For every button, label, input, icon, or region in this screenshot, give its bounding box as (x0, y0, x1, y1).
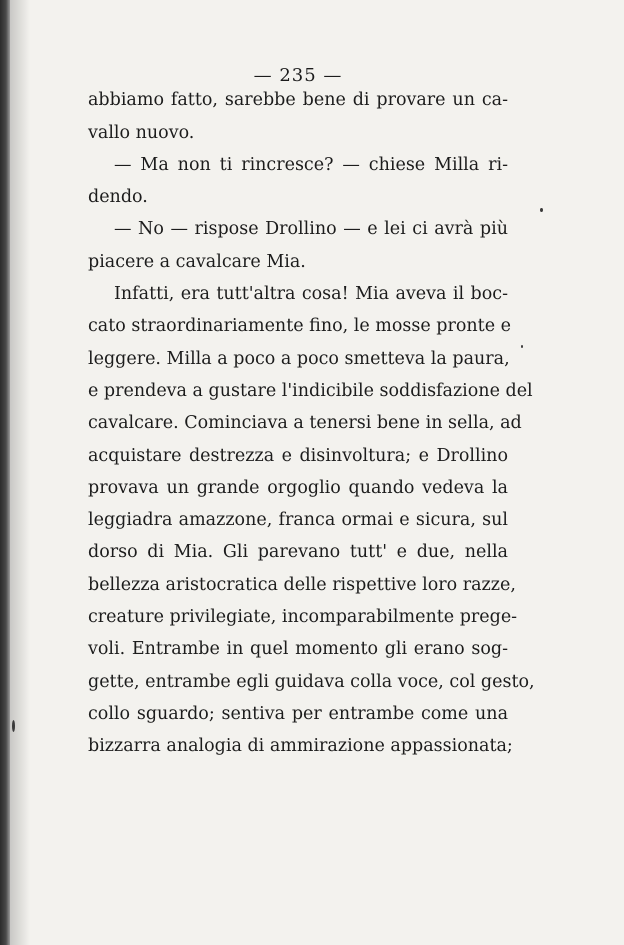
text-line: — Ma non ti rincresce? — chiese Milla ri- (114, 154, 508, 175)
text-line: collo sguardo; sentiva per entrambe come una (88, 703, 508, 724)
text-line: cavalcare. Cominciava a tenersi bene in sella, ad (88, 413, 522, 434)
text-line: leggiadra amazzone, franca ormai e sicura, sul (88, 510, 508, 531)
text-line: abbiamo fatto, sarebbe bene di provare un ca- (88, 90, 508, 111)
text-line: gette, entrambe egli guidava colla voce, col gesto, (88, 671, 535, 692)
text-line: acquistare destrezza e disinvoltura; e Drollino (88, 445, 508, 466)
text-line: vallo nuovo. (88, 122, 195, 143)
text-line: dorso di Mia. Gli parevano tutt' e due, nella (88, 542, 508, 563)
ink-fleck (540, 208, 543, 212)
text-line: bizzarra analogia di ammirazione appassionata; (88, 736, 513, 757)
text-line: provava un grande orgoglio quando vedeva la (88, 477, 508, 498)
text-line: — No — rispose Drollino — e lei ci avrà più (114, 219, 508, 240)
ink-fleck (12, 720, 15, 732)
text-line: bellezza aristocratica delle rispettive loro razze, (88, 574, 516, 595)
text-line: cato straordinariamente fino, le mosse pronte e (88, 316, 511, 337)
text-line: leggere. Milla a poco a poco smetteva la paura, (88, 348, 510, 369)
text-line: voli. Entrambe in quel momento gli erano sog- (88, 639, 508, 660)
binding-shadow (10, 0, 30, 945)
ink-fleck (521, 345, 523, 348)
text-line: piacere a cavalcare Mia. (88, 251, 306, 272)
text-line: e prendeva a gustare l'indicibile soddisfazione del (88, 380, 533, 401)
text-line: creature privilegiate, incomparabilmente prege- (88, 607, 518, 628)
book-binding-edge (0, 0, 10, 945)
text-block (88, 60, 535, 763)
page-number: — 235 — (253, 65, 343, 86)
text-line: dendo. (88, 187, 148, 208)
text-line: Infatti, era tutt'altra cosa! Mia aveva il boc- (114, 284, 508, 305)
